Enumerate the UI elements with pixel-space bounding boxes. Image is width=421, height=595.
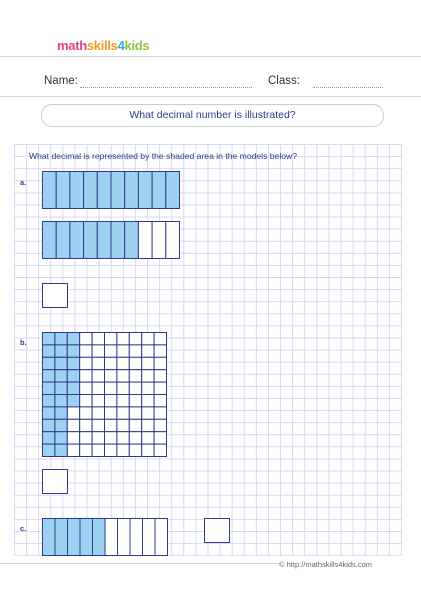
- footer-link[interactable]: © http://mathskills4kids.com: [279, 560, 373, 569]
- unshaded-hundredth: [105, 419, 117, 431]
- unshaded-hundredth: [92, 395, 104, 407]
- unshaded-hundredth: [92, 444, 104, 456]
- unshaded-hundredth: [142, 395, 154, 407]
- shaded-tenth: [80, 519, 93, 556]
- unshaded-hundredth: [142, 345, 154, 357]
- shaded-hundredth: [43, 345, 55, 357]
- unshaded-hundredth: [142, 407, 154, 419]
- unshaded-tenth: [152, 222, 166, 259]
- unshaded-hundredth: [92, 370, 104, 382]
- shaded-tenth: [93, 519, 106, 556]
- unshaded-hundredth: [92, 333, 104, 345]
- name-field[interactable]: [80, 86, 252, 88]
- shaded-tenth: [97, 172, 111, 209]
- unshaded-hundredth: [142, 432, 154, 444]
- shaded-tenth: [84, 222, 98, 259]
- shaded-hundredth: [67, 357, 79, 369]
- header-divider-bottom: [0, 96, 421, 97]
- name-label: Name:: [44, 75, 78, 87]
- unshaded-hundredth: [67, 419, 79, 431]
- unshaded-hundredth: [154, 407, 166, 419]
- answer-box-b[interactable]: [42, 469, 68, 494]
- shaded-hundredth: [55, 345, 67, 357]
- unshaded-hundredth: [129, 395, 141, 407]
- part-c-label: c.: [20, 524, 27, 533]
- shaded-tenth: [97, 222, 111, 259]
- unshaded-hundredth: [105, 432, 117, 444]
- unshaded-hundredth: [80, 357, 92, 369]
- unshaded-hundredth: [92, 345, 104, 357]
- shaded-tenth: [166, 172, 180, 209]
- unshaded-hundredth: [67, 444, 79, 456]
- unshaded-hundredth: [129, 357, 141, 369]
- unshaded-hundredth: [154, 370, 166, 382]
- unshaded-hundredth: [92, 432, 104, 444]
- unshaded-tenth: [138, 222, 152, 259]
- unshaded-hundredth: [80, 370, 92, 382]
- shaded-hundredth: [43, 370, 55, 382]
- unshaded-hundredth: [129, 382, 141, 394]
- shaded-hundredth: [55, 419, 67, 431]
- unshaded-hundredth: [154, 357, 166, 369]
- unshaded-hundredth: [154, 444, 166, 456]
- unshaded-hundredth: [142, 357, 154, 369]
- shaded-hundredth: [67, 395, 79, 407]
- unshaded-hundredth: [117, 432, 129, 444]
- unshaded-hundredth: [154, 395, 166, 407]
- unshaded-hundredth: [80, 345, 92, 357]
- unshaded-hundredth: [117, 444, 129, 456]
- unshaded-hundredth: [105, 444, 117, 456]
- answer-box-c[interactable]: [204, 518, 230, 543]
- shaded-hundredth: [43, 357, 55, 369]
- unshaded-hundredth: [92, 357, 104, 369]
- unshaded-hundredth: [142, 444, 154, 456]
- unshaded-hundredth: [142, 333, 154, 345]
- header-divider-top: [0, 56, 421, 57]
- unshaded-hundredth: [105, 345, 117, 357]
- unshaded-hundredth: [105, 407, 117, 419]
- shaded-tenth: [43, 172, 57, 209]
- tenths-model-a2: [42, 221, 180, 259]
- shaded-hundredth: [67, 345, 79, 357]
- shaded-tenth: [152, 172, 166, 209]
- shaded-hundredth: [43, 444, 55, 456]
- unshaded-hundredth: [117, 407, 129, 419]
- unshaded-tenth: [130, 519, 143, 556]
- shaded-hundredth: [67, 382, 79, 394]
- unshaded-hundredth: [117, 345, 129, 357]
- worksheet-title: What decimal number is illustrated?: [41, 104, 384, 127]
- unshaded-hundredth: [117, 382, 129, 394]
- shaded-hundredth: [55, 333, 67, 345]
- tenths-model-c: [42, 518, 168, 556]
- shaded-hundredth: [43, 382, 55, 394]
- shaded-tenth: [111, 172, 125, 209]
- unshaded-hundredth: [92, 382, 104, 394]
- unshaded-tenth: [118, 519, 131, 556]
- unshaded-hundredth: [80, 382, 92, 394]
- unshaded-hundredth: [117, 419, 129, 431]
- unshaded-hundredth: [80, 333, 92, 345]
- shaded-tenth: [70, 172, 84, 209]
- shaded-hundredth: [55, 370, 67, 382]
- unshaded-hundredth: [129, 419, 141, 431]
- shaded-tenth: [138, 172, 152, 209]
- tenths-model-a1: [42, 171, 180, 209]
- unshaded-hundredth: [142, 419, 154, 431]
- unshaded-hundredth: [117, 370, 129, 382]
- unshaded-hundredth: [154, 419, 166, 431]
- shaded-tenth: [56, 222, 70, 259]
- shaded-hundredth: [55, 382, 67, 394]
- shaded-hundredth: [67, 333, 79, 345]
- unshaded-hundredth: [80, 432, 92, 444]
- site-logo: mathskills4kids: [57, 38, 150, 53]
- unshaded-tenth: [143, 519, 156, 556]
- shaded-tenth: [125, 172, 139, 209]
- unshaded-hundredth: [105, 395, 117, 407]
- unshaded-hundredth: [80, 395, 92, 407]
- shaded-tenth: [43, 519, 56, 556]
- shaded-hundredth: [55, 357, 67, 369]
- unshaded-hundredth: [142, 382, 154, 394]
- unshaded-hundredth: [129, 345, 141, 357]
- part-a-label: a.: [20, 178, 27, 187]
- unshaded-hundredth: [117, 333, 129, 345]
- unshaded-hundredth: [80, 419, 92, 431]
- shaded-hundredth: [67, 370, 79, 382]
- unshaded-hundredth: [154, 432, 166, 444]
- unshaded-tenth: [166, 222, 180, 259]
- shaded-tenth: [70, 222, 84, 259]
- unshaded-hundredth: [80, 407, 92, 419]
- shaded-hundredth: [43, 395, 55, 407]
- class-field[interactable]: [313, 86, 383, 88]
- class-label: Class:: [268, 75, 300, 87]
- part-b-label: b.: [20, 338, 27, 347]
- shaded-tenth: [125, 222, 139, 259]
- unshaded-hundredth: [92, 419, 104, 431]
- shaded-tenth: [68, 519, 81, 556]
- answer-box-a[interactable]: [42, 283, 68, 308]
- shaded-hundredth: [55, 395, 67, 407]
- shaded-hundredth: [55, 407, 67, 419]
- unshaded-tenth: [105, 519, 118, 556]
- unshaded-hundredth: [105, 333, 117, 345]
- unshaded-hundredth: [67, 407, 79, 419]
- shaded-hundredth: [43, 419, 55, 431]
- unshaded-hundredth: [129, 432, 141, 444]
- shaded-tenth: [111, 222, 125, 259]
- unshaded-hundredth: [129, 444, 141, 456]
- shaded-hundredth: [55, 432, 67, 444]
- unshaded-hundredth: [105, 382, 117, 394]
- hundredths-grid-b: [42, 332, 167, 457]
- shaded-tenth: [55, 519, 68, 556]
- unshaded-hundredth: [154, 382, 166, 394]
- footer-divider: [0, 563, 279, 564]
- shaded-hundredth: [43, 333, 55, 345]
- shaded-tenth: [56, 172, 70, 209]
- shaded-hundredth: [43, 432, 55, 444]
- unshaded-tenth: [155, 519, 168, 556]
- unshaded-hundredth: [154, 333, 166, 345]
- unshaded-hundredth: [105, 357, 117, 369]
- unshaded-hundredth: [67, 432, 79, 444]
- shaded-tenth: [43, 222, 57, 259]
- question-text: What decimal is represented by the shaded area in the models below?: [29, 151, 297, 161]
- unshaded-hundredth: [129, 407, 141, 419]
- unshaded-hundredth: [105, 370, 117, 382]
- unshaded-hundredth: [117, 395, 129, 407]
- unshaded-hundredth: [80, 444, 92, 456]
- unshaded-hundredth: [117, 357, 129, 369]
- unshaded-hundredth: [129, 333, 141, 345]
- unshaded-hundredth: [92, 407, 104, 419]
- shaded-hundredth: [43, 407, 55, 419]
- shaded-tenth: [84, 172, 98, 209]
- unshaded-hundredth: [142, 370, 154, 382]
- unshaded-hundredth: [154, 345, 166, 357]
- shaded-hundredth: [55, 444, 67, 456]
- unshaded-hundredth: [129, 370, 141, 382]
